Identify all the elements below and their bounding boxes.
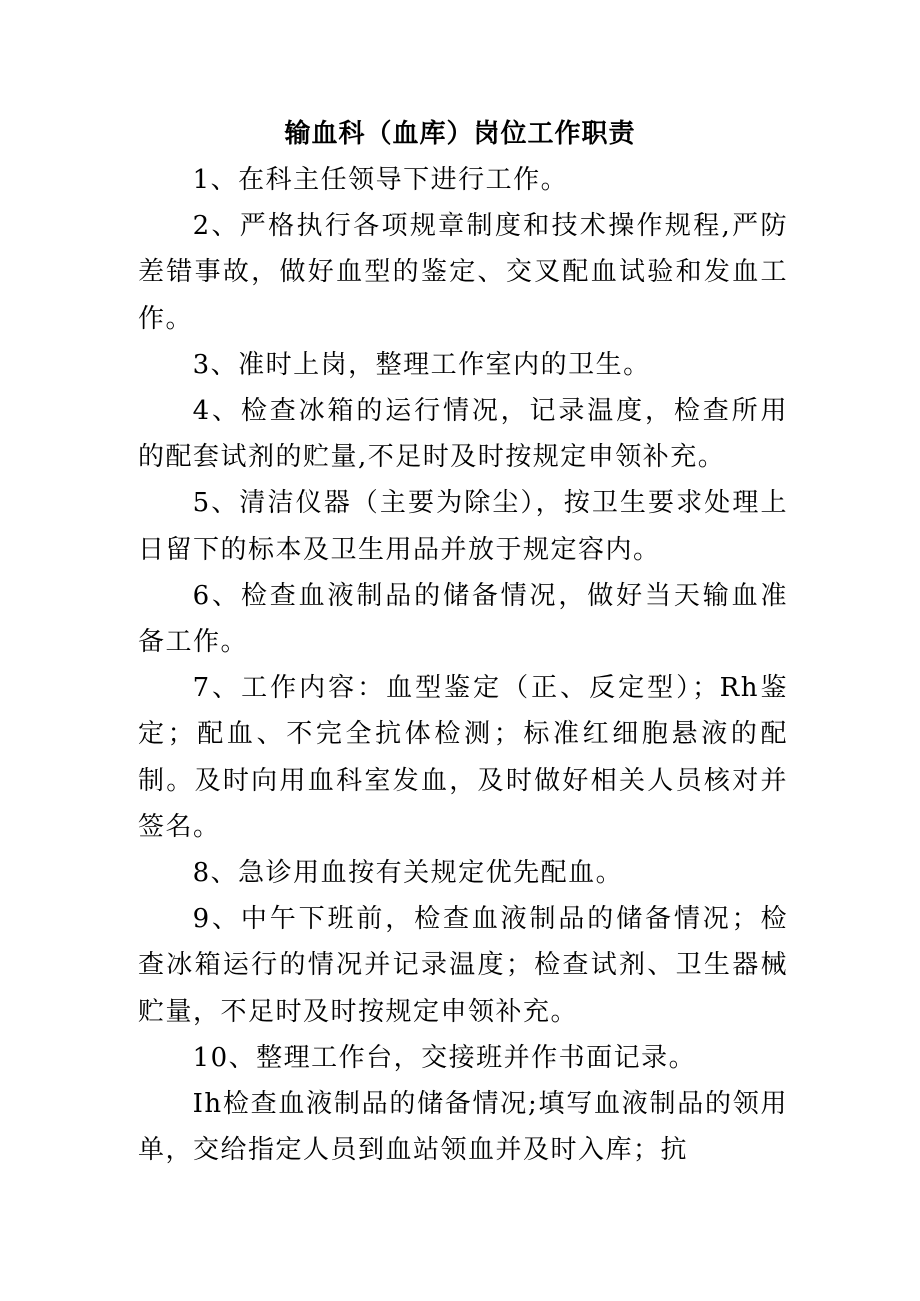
- paragraph-3: 3、准时上岗，整理工作室内的卫生。: [192, 349, 651, 380]
- document-body: [138, 157, 788, 1173]
- paragraph-4: 4、检查冰箱的运行情况，记录温度，检查所用的配套试剂的贮量,不足时及时按规定申领补充。: [138, 396, 788, 473]
- paragraph-8: 8、急诊用血按有关规定优先配血。: [192, 858, 624, 889]
- paragraph-2: 2、严格执行各项规章制度和技术操作规程,严防差错事故，做好血型的鉴定、交叉配血试验和发血工作。: [138, 211, 788, 334]
- paragraph-10: 10、整理工作台，交接班并作书面记录。: [192, 1042, 697, 1073]
- document-title: 输血科（血库）岗位工作职责: [284, 119, 636, 149]
- paragraph-9: 9、中午下班前，检查血液制品的储备情况；检查冰箱运行的情况并记录温度；检查试剂、卫生器械贮量，不足时及时按规定申领补充。: [138, 904, 788, 1027]
- paragraph-7: 7、工作内容：血型鉴定（正、反定型）；Rh鉴定；配血、不完全抗体检测；标准红细胞悬液的配制。及时向用血科室发血，及时做好相关人员核对并签名。: [138, 673, 788, 842]
- paragraph-6: 6、检查血液制品的储备情况，做好当天输血准备工作。: [138, 580, 788, 658]
- paragraph-5: 5、清洁仪器（主要为除尘），按卫生要求处理上日留下的标本及卫生用品并放于规定容内。: [138, 488, 788, 565]
- paragraph-1: 1、在科主任领导下进行工作。: [192, 165, 569, 195]
- paragraph-11: Ih检查血液制品的储备情况;填写血液制品的领用单，交给指定人员到血站领血并及时入库；抗: [138, 1089, 788, 1166]
